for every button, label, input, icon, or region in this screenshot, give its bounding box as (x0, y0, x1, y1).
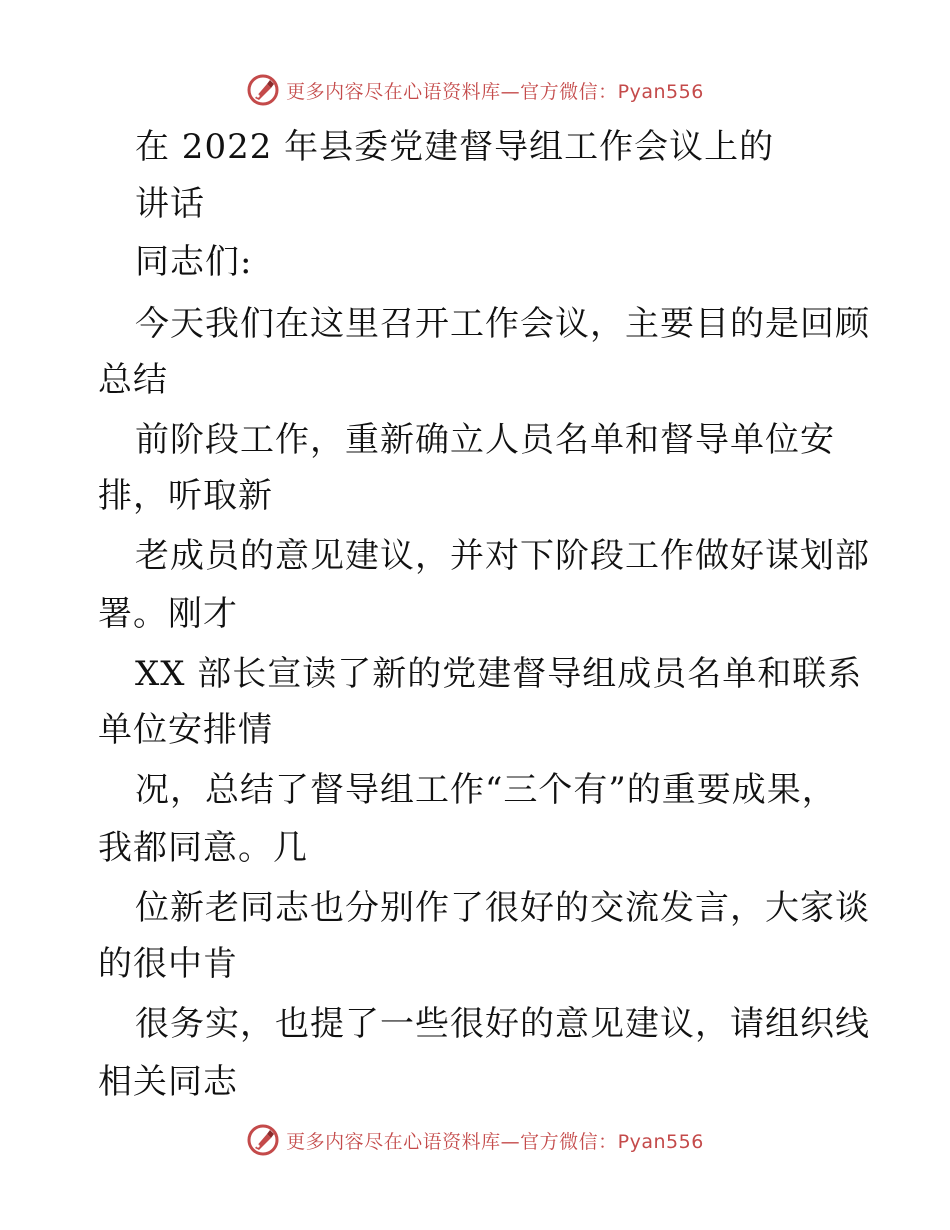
body-line: 署。刚才 (98, 594, 238, 634)
pen-nib-logo-icon (246, 1123, 280, 1157)
body-line: 相关同志 (98, 1062, 238, 1102)
body-line: 老成员的意见建议，并对下阶段工作做好谋划部 (135, 536, 870, 576)
body-line: 的很中肯 (98, 944, 238, 984)
body-line: 很务实，也提了一些很好的意见建议，请组织线 (135, 1004, 870, 1044)
body-line: 况，总结了督导组工作“三个有”的重要成果， (135, 770, 837, 810)
body-line: 前阶段工作，重新确立人员名单和督导单位安 (135, 420, 835, 460)
watermark-text: 更多内容尽在心语资料库—官方微信：Pyan556 (286, 1130, 704, 1153)
body-line: XX 部长宣读了新的党建督导组成员名单和联系 (135, 654, 863, 694)
body-line: 我都同意。几 (98, 828, 308, 868)
body-line: 今天我们在这里召开工作会议，主要目的是回顾 (135, 304, 870, 344)
body-line: 排，听取新 (98, 476, 273, 516)
pen-nib-logo-icon (246, 73, 280, 107)
watermark-footer (0, 1120, 950, 1160)
body-line: 位新老同志也分别作了很好的交流发言，大家谈 (135, 888, 870, 928)
body-line: 单位安排情 (98, 710, 273, 750)
body-line: 总结 (98, 360, 168, 400)
salutation: 同志们: (135, 242, 253, 282)
watermark-text: 更多内容尽在心语资料库—官方微信：Pyan556 (286, 80, 704, 103)
watermark-header (0, 70, 950, 110)
doc-title-line-2: 讲话 (135, 184, 205, 224)
doc-title-line-1: 在 2022 年县委党建督导组工作会议上的 (135, 127, 775, 167)
